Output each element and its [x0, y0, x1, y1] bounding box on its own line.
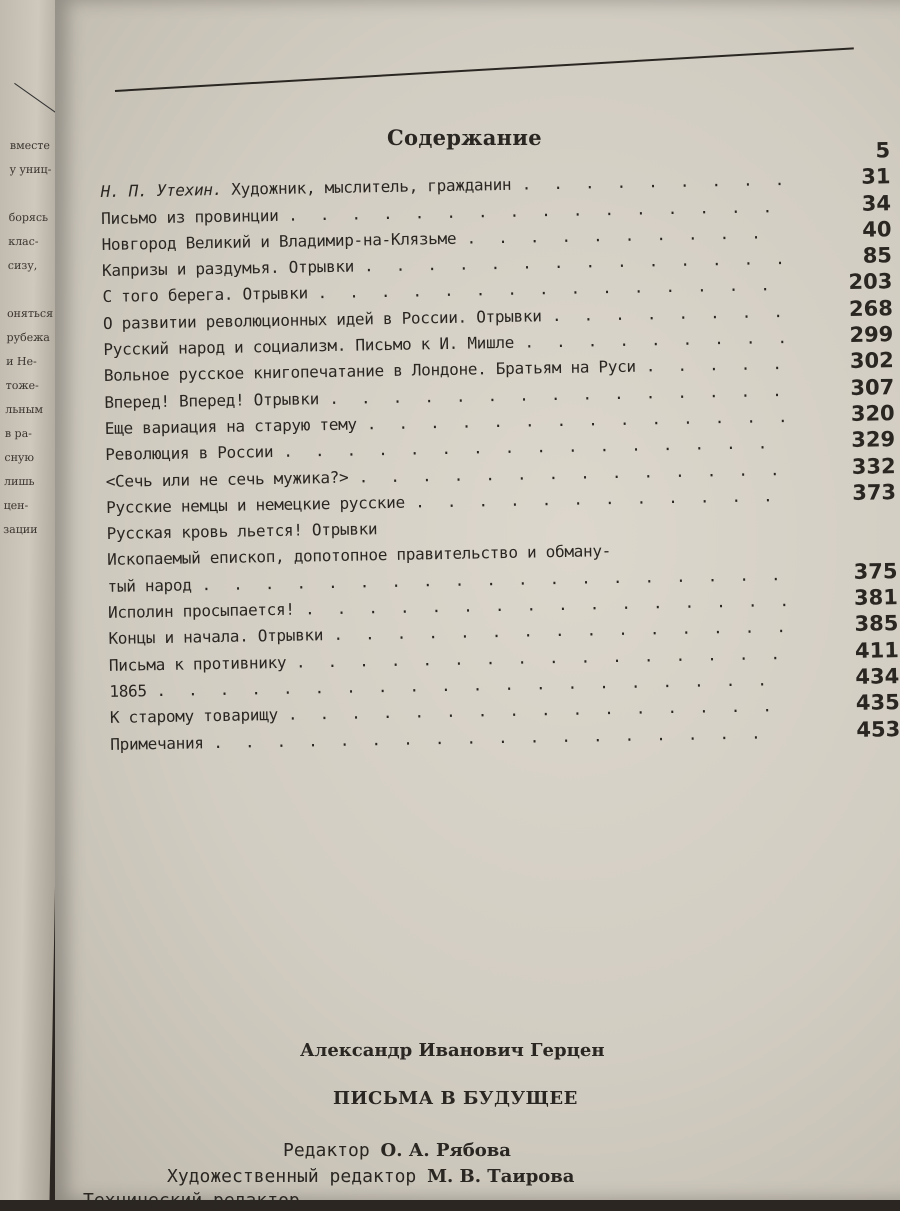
art-editor-name: М. В. Таирова: [427, 1166, 575, 1187]
toc-entry-page-number: 332: [851, 453, 896, 479]
toc-entry-page-number: 5: [875, 138, 891, 163]
toc-entry-page-number: 302: [849, 348, 894, 374]
toc-entry-page-number: 435: [855, 690, 900, 716]
toc-leader-dots: ..............: [363, 248, 807, 276]
toc-entry-page-number: 40: [862, 217, 892, 242]
left-page-fragment: рубежа: [6, 331, 51, 344]
toc-leader-dots: ................: [295, 643, 803, 672]
toc-entry-title: тый народ: [107, 575, 192, 596]
left-page-fragment: льным: [5, 403, 44, 416]
toc-entry-title: Вперед! Вперед! Отрывки: [104, 388, 320, 412]
left-page-fragment: и Не-: [6, 355, 37, 368]
toc-entry-page-number: 34: [861, 190, 892, 216]
left-page-fragment: зации: [3, 523, 38, 536]
toc-entry-page-number: [836, 506, 896, 507]
left-page-fragment: оняться: [6, 307, 54, 320]
toc-leader-dots: ..........: [466, 222, 784, 248]
toc-leader-dots: .....: [645, 354, 805, 376]
toc-entry-page-number: 307: [850, 374, 895, 400]
page-heading: Содержание: [387, 125, 542, 150]
toc-leader-dots: .........: [521, 169, 807, 194]
toc-leader-dots: ............: [414, 485, 795, 512]
tech-editor-label: Технический редактор: [83, 1190, 300, 1211]
toc-entry-title: Письма к противнику: [108, 652, 287, 675]
imprint-editor: [283, 1140, 511, 1161]
toc-entry-title: Русские немцы и немецкие русские: [106, 492, 405, 517]
toc-leader-dots: ................: [304, 590, 812, 619]
toc-entry-title: Русский народ и социализм. Письмо к И. Мишле: [103, 332, 515, 360]
toc-entry-title: Революция в России: [105, 442, 274, 465]
toc-leader-dots: ...............: [329, 380, 804, 408]
toc-leader-dots: ..................: [213, 722, 783, 752]
editor-name: О. А. Рябова: [380, 1140, 511, 1161]
toc-leader-dots: ...............: [333, 617, 809, 645]
art-editor-label: Художественный редактор: [167, 1166, 417, 1187]
toc-leader-dots: ................: [283, 433, 790, 462]
toc-entry-page-number: 385: [854, 611, 899, 637]
toc-entry-page-number: 268: [848, 295, 894, 321]
toc-leader-dots: ....................: [156, 669, 790, 701]
toc-entry-title: [101, 175, 512, 201]
left-page-fragment: клас-: [8, 235, 39, 248]
toc-leader-dots: ...............: [317, 275, 793, 303]
toc-entry-title: О развитии революционных идей в России. Отрывки: [102, 306, 542, 333]
table-of-contents: [100, 138, 900, 757]
left-page-fragment: тоже-: [5, 379, 39, 392]
toc-leader-dots: ..............: [366, 406, 810, 434]
toc-entry-title: 1865: [109, 681, 147, 701]
left-page-fragment: лишь: [3, 475, 35, 488]
toc-leader-dots: ................: [287, 196, 795, 225]
left-page-fragment: борясь: [8, 211, 49, 224]
toc-entry-page-number: 453: [856, 716, 900, 742]
left-page-fragment: вместе: [9, 139, 51, 152]
toc-entry-page-number: 381: [853, 585, 899, 610]
toc-entry-title: Еще вариация на старую тему: [104, 414, 357, 438]
toc-entry-page-number: 320: [850, 401, 895, 426]
toc-entry-page-number: 329: [851, 427, 896, 453]
toc-page: [55, 0, 900, 1211]
toc-entry-page-number: 434: [855, 664, 900, 689]
toc-entry-title: Капризы и раздумья. Отрывки: [101, 256, 355, 281]
toc-entry-title: Ископаемый епископ, допотопное правительство и обману-: [106, 541, 612, 570]
toc-entry-title: Исполин просыпается!: [107, 599, 295, 622]
toc-leader-dots: ........: [551, 301, 806, 325]
toc-entry-page-number: 373: [852, 480, 897, 505]
left-page-fragment: в ра-: [4, 427, 33, 440]
toc-entry-page-number: 31: [861, 164, 891, 190]
imprint-art-editor: [167, 1166, 574, 1187]
imprint-tech-editor: [83, 1190, 300, 1211]
toc-entry-page-number: [837, 533, 897, 534]
toc-leader-dots: ................: [287, 696, 795, 725]
left-page-fragment: цен-: [3, 499, 29, 512]
toc-leader-dots: ..............: [358, 459, 802, 487]
toc-entry-page-number: 85: [862, 243, 893, 268]
editor-label: Редактор: [283, 1140, 370, 1161]
toc-entry-title: Примечания: [110, 732, 204, 754]
imprint-book-title: ПИСЬМА В БУДУЩЕЕ: [333, 1088, 578, 1109]
toc-entry-title: Письмо из провинции: [100, 205, 279, 228]
toc-entry-author: Н. П. Утехин.: [100, 180, 223, 202]
imprint-author: Александр Иванович Герцен: [300, 1040, 605, 1061]
toc-leader-dots: ...................: [201, 564, 803, 595]
toc-entry-title: <Сечь или не сечь мужика?>: [105, 467, 349, 491]
top-rule: [115, 47, 854, 92]
toc-leader-dots: .........: [524, 327, 810, 352]
toc-entry-title: Русская кровь льется! Отрывки: [106, 519, 378, 544]
toc-entry-title: С того берега. Отрывки: [102, 283, 308, 307]
toc-entry-page-number: 299: [849, 322, 894, 348]
toc-entry-page-number: 411: [854, 637, 900, 663]
toc-entry-title-text: Художник, мыслитель, гражданин: [221, 175, 512, 200]
toc-entry-page-number: 203: [848, 269, 893, 295]
toc-entry-title: Новгород Великий и Владимир-на-Клязьме: [101, 228, 457, 254]
left-page-fragment: у униц-: [9, 163, 52, 176]
toc-entry-title: К старому товарищу: [109, 705, 279, 728]
left-page-fragment: сную: [4, 451, 35, 464]
left-page-fragment: сизу,: [7, 259, 38, 272]
toc-entry-title: Концы и начала. Отрывки: [108, 625, 324, 649]
toc-entry-page-number: 375: [853, 558, 898, 584]
toc-entry-title: Вольное русское книгопечатание в Лондоне. Братьям на Руси: [103, 357, 636, 386]
